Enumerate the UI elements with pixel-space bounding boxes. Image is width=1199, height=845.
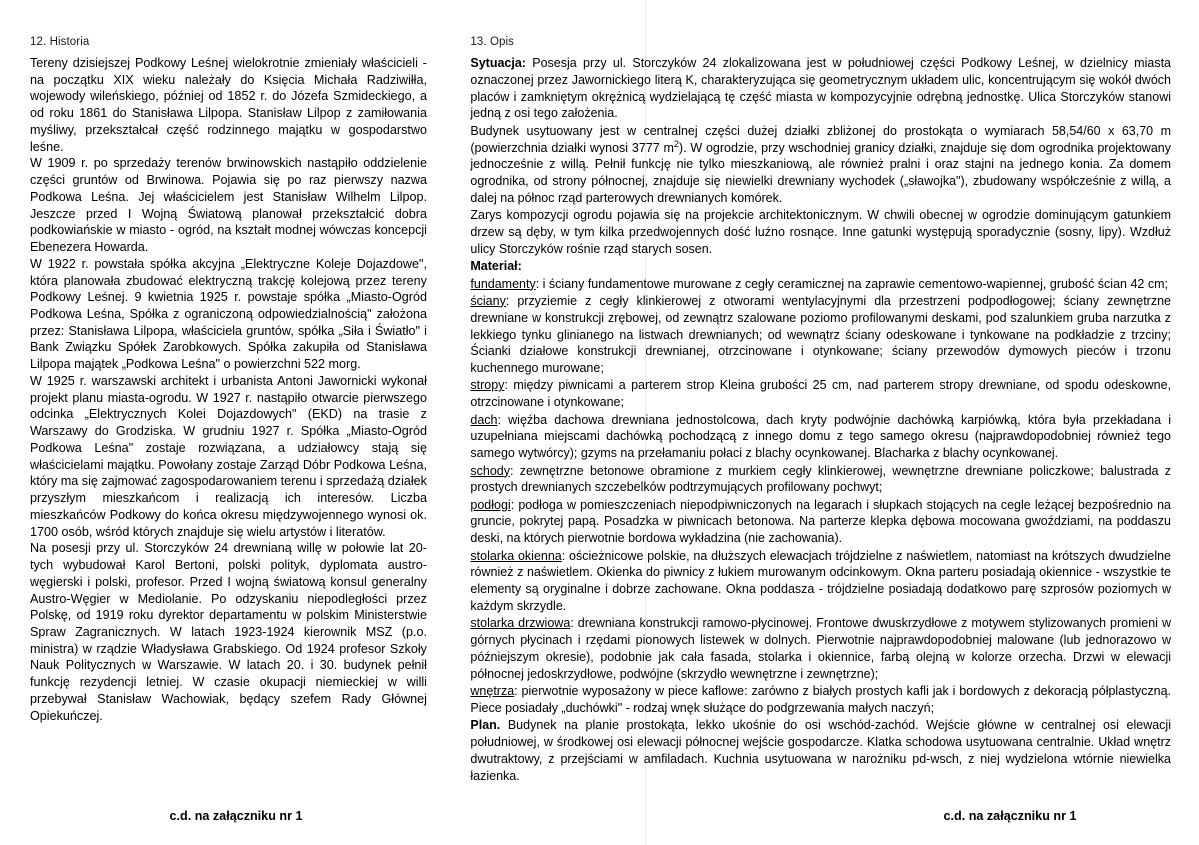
block-text: : i ściany fundamentowe murowane z cegły ceramicznej na zaprawie cementowo-wapiennej, grubość ścian 42 cm; xyxy=(535,276,1168,291)
description-block xyxy=(470,258,1171,275)
section-heading-history: 12. Historia xyxy=(30,36,90,48)
description-block xyxy=(470,293,1171,377)
block-label-stolarka-okienna: stolarka okienna xyxy=(470,548,562,563)
block-label-stolarka-drzwiowa: stolarka drzwiowa xyxy=(470,616,571,631)
description-block xyxy=(470,412,1171,462)
description-block xyxy=(470,683,1171,717)
block-text: Posesja przy ul. Storczyków 24 zlokalizowana jest w południowej części Podkowy Leśnej, w dzielnicy miasta oznaczonej przez Jawornickiego literą K, charakteryzująca się geometrycznym układem ulic, koncentrującym się wokół dwóch placów i zamkniętym okrężnicą wydzielającą tę część miasta w kompozycyjnie odrębną jednostkę. Ulica Storczyków stanowi jedną z osi tego założenia. xyxy=(470,56,1171,121)
block-text: : więźba dachowa drewniana jednostolcowa, dach kryty podwójnie dachówką karpiówką, która była przekładana i uzupełniana miejscami dachówką pochodzącą z innego domu z tego samego okresu (najprawdopodobniej również tego samego wytwórcy); gzyms na przełamaniu połaci z blachy ocynkowanej. Blacharka z blachy ocynkowanej. xyxy=(470,412,1171,461)
block-text: : przyziemie z cegły klinkierowej z otworami wentylacyjnymi dla przestrzeni podpodłogowej; ściany zewnętrzne drewniane w konstrukcji zrębowej, od zewnątrz szalowane poziomo profilowanymi deskami, pod szalunkiem gruba narzutka z lekkiego tynku glinianego na listwach drewnianych; od wewnątrz ściany odeskowane i tynkowane na podkładzie z trzciny; Ścianki działowe konstrukcji drewnianej, otrzcinowane i otynkowane; ściany przewodów dymowych pieców i trzonu kuchennego murowane; xyxy=(470,293,1171,376)
block-label-fundamenty: fundamenty xyxy=(470,276,536,291)
block-text: : drewniana konstrukcji ramowo-płycinowej. Frontowe dwuskrzydłowe z motywem stylizowanych promieni w górnych płycinach i rzędami pionowych listewek w dolnych. Pierwotnie najprawdopodobniej malowane (lub jednorazowo w późniejszym okresie), podobnie jak cała fasada, stolarka i okiennice, farbą olejną w kolorze orzecha. Drzwi w elewacji północnej jedoskrzydłowe, podwójne (skrzydło wewnętrzne i zewnętrzne); xyxy=(470,616,1171,681)
description-body xyxy=(470,55,1171,784)
block-label-plan: Plan. xyxy=(470,718,501,733)
history-paragraph: Tereny dzisiejszej Podkowy Leśnej wielokrotnie zmieniały właścicieli - na początku XIX wieku należały do Księcia Michała Radziwiłła, wojewody wileńskiego, później od 1852 r. do Józefa Szmideckiego, a od roku 1861 do Stanisława Lilpopa. Stanisław Lilpop z zamiłowania myśliwy, przekształcał część rodzinnego majątku w gospodarstwo leśne. xyxy=(30,56,427,154)
description-block xyxy=(470,55,1171,122)
block-label-stropy: stropy xyxy=(470,378,505,393)
description-block xyxy=(470,717,1171,784)
section-heading-description: 13. Opis xyxy=(470,36,515,48)
history-body xyxy=(30,55,427,724)
block-label-podlogi: podłogi xyxy=(470,497,511,512)
block-label-sytuacja: Sytuacja: xyxy=(470,56,526,70)
block-label-sciany: ściany xyxy=(470,293,506,308)
block-label-wnetrza: wnętrza xyxy=(470,684,515,699)
history-paragraph: W 1922 r. powstała spółka akcyjna „Elektryczne Koleje Dojazdowe", która planowała zbudować elektryczną trakcję kolejową przez tereny Podkowy Leśnej. 9 kwietnia 1925 r. powstaje spółka „Miasto-Ogród Podkowa Leśna, Spółka z ograniczoną odpowiedzialnością" założona przez: Stanisława Lilpopa, właściciela gruntów, spółka „Siła i Światło" i Bank Związku Spółek Zarobkowych. Spółka zakupiła od Stanisława Lilpopa majątek „Podkowa Leśna" o powierzchni 522 morg. xyxy=(30,256,427,372)
block-label-material: Materiał: xyxy=(470,259,522,274)
block-text: : pierwotnie wyposażony w piece kaflowe: zarówno z białych prostych kafli jak i bordowych z dekoracją półplastyczną. Piece posiadały „duchówki" - rodzaj wnęk służące do podgrzewania małych naczyń; xyxy=(470,684,1171,715)
block-label-dach: dach xyxy=(470,412,498,427)
superscript-square: 2 xyxy=(673,138,679,149)
description-block xyxy=(470,276,1171,293)
footer-note-right: c.d. na załączniku nr 1 xyxy=(943,809,1077,823)
history-paragraph: W 1909 r. po sprzedaży terenów brwinowskich nastąpiło oddzielenie części gruntów od Brwinowa. Pojawia się po raz pierwszy nazwa Podkowa Leśna. Jej właścicielem jest Stanisław Wilhelm Lilpop. Jeszcze przed I Wojną Światową planował przekształcić dobra podkowiańskie w miasto - ogród, na kształt modnej wówczas koncepcji Ebenezera Howarda. xyxy=(30,156,427,255)
description-block xyxy=(470,497,1171,547)
description-block xyxy=(470,615,1171,682)
footer-note-left: c.d. na załączniku nr 1 xyxy=(169,809,303,823)
description-block xyxy=(470,123,1171,207)
block-text: : między piwnicami a parterem strop Kleina grubości 25 cm, nad parterem stropy drewniane, od spodu odeskowne, otrzcinowane i otynkowane; xyxy=(470,378,1171,410)
history-paragraph: W 1925 r. warszawski architekt i urbanista Antoni Jawornicki wykonał projekt planu miasta-ogrodu. W 1927 r. nastąpiło otwarcie pierwszego odcinka „Elektrycznych Kolei Dojazdowych" (EKD) na trasie z Warszawy do Grodziska. W grudniu 1927 r. Spółka „Miasto-Ogród Podkowa Leśna" zostaje rozwiązana, a udziałowcy stają się właścicielami majątku. Powołany zostaje Zarząd Dóbr Podkowa Leśna, który ma się zajmować zagospodarowaniem terenu i sprzedażą działek przyszłym mieszkańcom i realizacją ich interesów. Liczba mieszkańców Podkowy do końca okresu międzywojennego wynosi ok. 1700 osób, wśród których znajduje się wielu artystów i literatów. xyxy=(30,373,427,539)
history-paragraph: Na posesji przy ul. Storczyków 24 drewnianą willę w połowie lat 20-tych wybudował Karol Bertoni, polski polityk, dyplomata austro-węgierski i polski, profesor. Przed I wojną światową konsul generalny Austro-Węgier w Mediolanie. Po odzyskaniu niepodległości przez Polskę, od 1919 roku dyrektor departamentu w polskim Ministerstwie Spraw Zagranicznych. W latach 1923-1924 kierownik MSZ (p.o. ministra) w rządzie Władysława Grabskiego. Od 1924 profesor Szkoły Nauk Politycznych w Warszawie. W latach 20. i 30. budynek pełnił funkcję rezydencji letniej. W czasie okupacji niemieckiej w willi przebywał Stanisław Wachowiak, będący szefem Rady Głównej Opiekuńczej. xyxy=(30,541,427,723)
column-description xyxy=(468,36,1171,845)
column-history xyxy=(30,36,435,845)
block-text: Budynek usytuowany jest w centralnej części dużej działki zbliżonej do prostokąta o wymiarach 58,54/60 x 63,70 m (powierzchnia działki wynosi 3777 $m^2$). W ogrodzie, przy wschodniej granicy działki, znajduje się dom ogrodnika projektowany jednocześnie z willą. Pełnił funkcję nie tylko mieszkaniową, ale również pralni i oraz stajni na jednego konia. Za domem ogrodnika, od strony północnej, znajduje się niewielki drewniany wychodek („sławojka"), zbudowany współcześnie z willą, a dalej na północ rząd parterowych drewnianych komórek. xyxy=(470,123,1171,205)
description-block xyxy=(470,548,1171,615)
block-text: Budynek na planie prostokąta, lekko ukośnie do osi wschód-zachód. Wejście główne w centralnej osi elewacji południowej, w środkowej osi elewacji północnej wejście gospodarcze. Klatka schodowa usytuowana centralnie. Układ wnętrz dwutraktowy, z przejściami w amfiladach. Kuchnia usytuowana w narożniku pd-wsch, z niej wydzielona wtórnie niewielka łazienka. xyxy=(470,718,1171,783)
description-block xyxy=(470,463,1171,497)
block-text: : podłoga w pomieszczeniach niepodpiwniczonych na legarach i słupkach stojących na cegle leżącej bezpośrednio na gruncie, pokrytej papą. Posadzka w piwnicach betonowa. Na parterze klepka dębowa mocowana gwoździami, na poddaszu deski, na których pierwotnie bordowa wykładzina (nie zachowania). xyxy=(470,497,1171,546)
column-gutter xyxy=(435,36,468,845)
description-block xyxy=(470,207,1171,257)
block-text: Zarys kompozycji ogrodu pojawia się na projekcie architektonicznym. W chwili obecnej w ogrodzie dominującym gatunkiem drzew są dęby, w tym kilka przedwojennych dość luźno rosnące. Inne gatunki występują sporadycznie (sosny, lipy). Wzdłuż ulicy Storczyków rośnie rząd starych sosen. xyxy=(470,208,1171,256)
block-text: : zewnętrzne betonowe obramione z murkiem cegły klinkierowej, wewnętrzne drewniane policzkowe; balustrada z prostych drewnianych szczebelków podtrzymujących profilowany pochwyt; xyxy=(470,463,1171,495)
block-label-schody: schody xyxy=(470,463,510,478)
block-text: : ościeżnicowe polskie, na dłuższych elewacjach trójdzielne z naświetlem, natomiast na krótszych dwudzielne również z naświetlem. Okienka do piwnicy z łukiem murowanym odcinkowym. Okna parteru posiadają okiennice - wszystkie te elementy są oryginalne i dobrze zachowane. Okna poddasza - trójdzielne posiadają dodatkowo parę szprosów poziomych w każdym skrzydle. xyxy=(470,548,1171,613)
description-block xyxy=(470,377,1171,411)
